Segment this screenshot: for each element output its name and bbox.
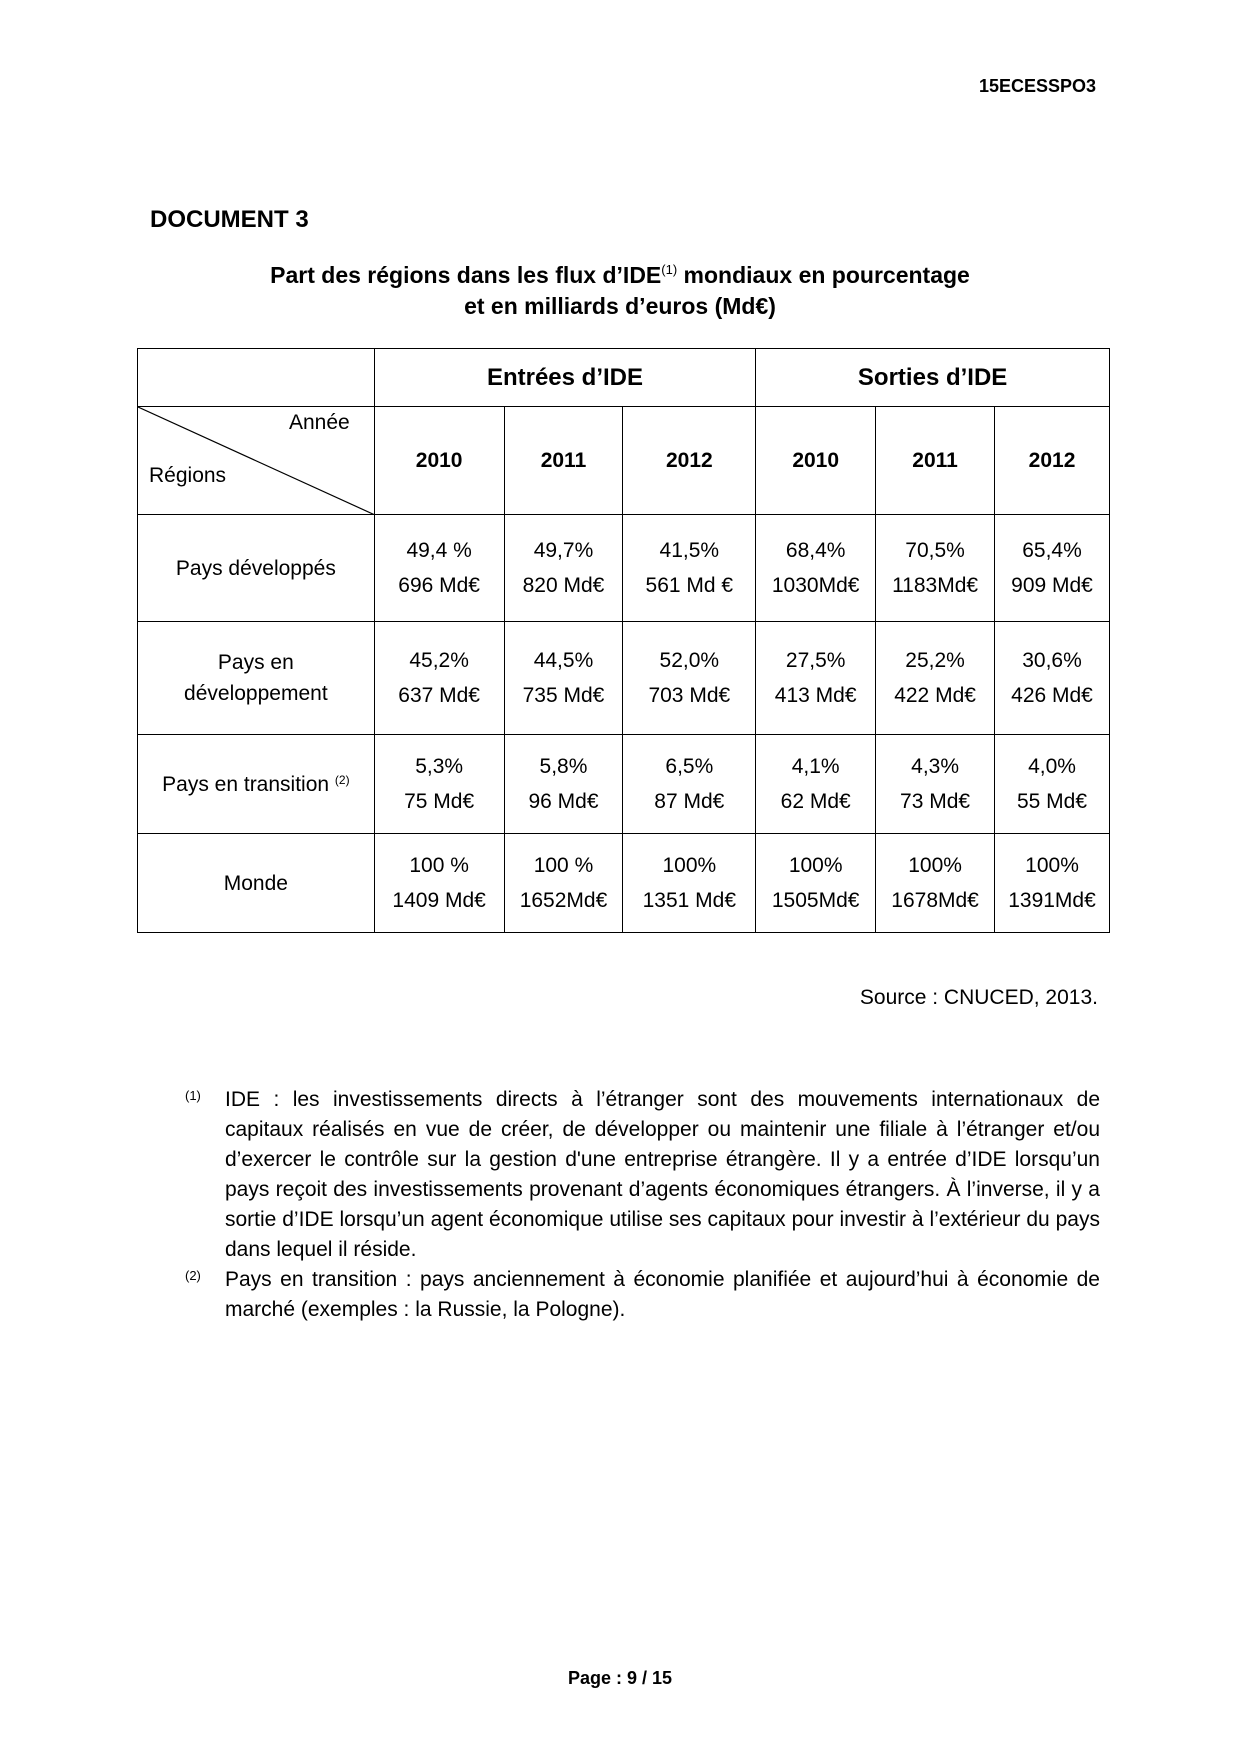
- data-cell: [623, 735, 756, 834]
- percent-value: 100%: [788, 854, 843, 877]
- percent-value: 49,7%: [533, 539, 594, 562]
- amount-value: 1391Md€: [1008, 889, 1096, 912]
- data-cell: [623, 622, 756, 735]
- data-cell: [504, 515, 623, 622]
- footnote-2: [185, 1265, 1100, 1325]
- footnotes: [185, 1085, 1100, 1325]
- table-year-header-row: [138, 407, 1110, 515]
- percent-value: 41,5%: [659, 539, 720, 562]
- percent-value: 100%: [1025, 854, 1079, 877]
- percent-value: 44,5%: [533, 649, 594, 672]
- group-header-sorties: Sorties d’IDE: [756, 349, 1110, 407]
- data-cell: [756, 622, 876, 735]
- footnote-mark: (1): [185, 1088, 201, 1103]
- title-line-1-start: Part des régions dans les flux d’IDE: [270, 262, 662, 288]
- data-cell: [995, 622, 1110, 735]
- region-cell: [138, 834, 375, 933]
- amount-value: 703 Md€: [648, 684, 731, 707]
- amount-value: 1678Md€: [891, 889, 979, 912]
- data-cell: [876, 834, 995, 933]
- percent-value: 4,0%: [1028, 755, 1076, 778]
- ide-table: [137, 348, 1110, 933]
- percent-value: 65,4%: [1022, 539, 1082, 562]
- year-header-cell: 2012: [995, 407, 1110, 515]
- percent-value: 100%: [908, 854, 962, 877]
- table-row: [138, 515, 1110, 622]
- table-title: [0, 260, 1240, 322]
- corner-label-annee: Année: [289, 411, 350, 434]
- percent-value: 100 %: [533, 854, 594, 877]
- data-cell: [756, 515, 876, 622]
- percent-value: 4,3%: [911, 755, 960, 778]
- data-cell: [756, 735, 876, 834]
- data-cell: [995, 834, 1110, 933]
- amount-value: 1652Md€: [519, 889, 608, 912]
- percent-value: 5,3%: [415, 755, 464, 778]
- data-cell: [504, 735, 623, 834]
- percent-value: 70,5%: [905, 539, 965, 562]
- year-header-cell: 2010: [756, 407, 876, 515]
- table-row: [138, 834, 1110, 933]
- percent-value: 6,5%: [665, 755, 714, 778]
- region-name: Pays en développement: [184, 651, 328, 705]
- table-group-header-row: [138, 349, 1110, 407]
- data-cell: [876, 515, 995, 622]
- amount-value: 696 Md€: [398, 574, 480, 597]
- amount-value: 561 Md €: [645, 574, 734, 597]
- percent-value: 52,0%: [659, 649, 720, 672]
- amount-value: 55 Md€: [1016, 790, 1088, 813]
- region-name: Pays en transition: [162, 772, 335, 796]
- table-row: [138, 622, 1110, 735]
- year-header-cell: 2012: [623, 407, 756, 515]
- amount-value: 735 Md€: [522, 684, 605, 707]
- percent-value: 68,4%: [785, 539, 846, 562]
- data-cell: [504, 622, 623, 735]
- data-cell: [374, 834, 504, 933]
- page-number: Page : 9 / 15: [567, 1668, 673, 1688]
- region-cell: [138, 735, 375, 834]
- percent-value: 100 %: [409, 854, 469, 877]
- region-footnote-ref: (2): [334, 772, 350, 787]
- data-cell: [623, 515, 756, 622]
- amount-value: 87 Md€: [654, 790, 725, 813]
- document-label: DOCUMENT 3: [150, 206, 309, 233]
- group-header-entrees: Entrées d’IDE: [374, 349, 755, 407]
- footnote-mark: (2): [185, 1268, 201, 1283]
- data-cell: [374, 735, 504, 834]
- percent-value: 49,4 %: [406, 539, 472, 562]
- data-cell: [995, 515, 1110, 622]
- amount-value: 62 Md€: [780, 790, 851, 813]
- data-cell: [374, 515, 504, 622]
- year-header-cell: 2011: [876, 407, 995, 515]
- year-header-cell: 2011: [504, 407, 623, 515]
- amount-value: 1505Md€: [771, 889, 860, 912]
- data-cell: [374, 622, 504, 735]
- year-header-cell: 2010: [374, 407, 504, 515]
- title-line-1-end: mondiaux en pourcentage: [677, 262, 970, 288]
- document-code: 15ECESSPO3: [978, 76, 1096, 96]
- data-cell: [623, 834, 756, 933]
- amount-value: 909 Md€: [1011, 574, 1093, 597]
- empty-header-cell: [138, 349, 375, 407]
- amount-value: 1183Md€: [892, 574, 979, 597]
- percent-value: 5,8%: [539, 755, 588, 778]
- footnote-text: Pays en transition : pays anciennement à économie planifiée et aujourd’hui à économie de marché (exemples : la Russie, la Pologne).: [225, 1268, 1100, 1321]
- data-cell: [876, 735, 995, 834]
- data-cell: [995, 735, 1110, 834]
- percent-value: 100%: [662, 854, 717, 877]
- percent-value: 4,1%: [791, 755, 840, 778]
- percent-value: 45,2%: [409, 649, 469, 672]
- footnote-text: IDE : les investissements directs à l’étranger sont des mouvements internationaux de capitaux réalisés en vue de créer, de développer ou maintenir une filiale à l’étranger et/ou d’exercer le contrôle sur la gestion d'une entreprise étrangère. Il y a entrée d’IDE lorsqu’un pays reçoit des investissements provenant d’agents économiques étrangers. À l’inverse, il y a sortie d’IDE lorsqu’un agent économique utilise ses capitaux pour investir à l’extérieur du pays dans lequel il réside.: [225, 1088, 1100, 1261]
- amount-value: 96 Md€: [528, 790, 599, 813]
- corner-header-cell: [138, 407, 375, 515]
- source-citation: Source : CNUCED, 2013.: [859, 986, 1098, 1009]
- data-cell: [504, 834, 623, 933]
- amount-value: 73 Md€: [900, 790, 971, 813]
- data-cell: [876, 622, 995, 735]
- amount-value: 426 Md€: [1011, 684, 1093, 707]
- table-row: [138, 735, 1110, 834]
- amount-value: 1351 Md€: [642, 889, 737, 912]
- title-footnote-ref: (1): [661, 262, 678, 277]
- amount-value: 413 Md€: [774, 684, 857, 707]
- region-cell: [138, 622, 375, 735]
- amount-value: 422 Md€: [894, 684, 976, 707]
- data-cell: [756, 834, 876, 933]
- percent-value: 30,6%: [1022, 649, 1082, 672]
- amount-value: 75 Md€: [404, 790, 475, 813]
- amount-value: 1030Md€: [771, 574, 860, 597]
- amount-value: 1409 Md€: [392, 889, 486, 912]
- title-line-2: et en milliards d’euros (Md€): [464, 293, 776, 319]
- percent-value: 27,5%: [785, 649, 846, 672]
- percent-value: 25,2%: [905, 649, 965, 672]
- title-line-1: [0, 260, 1240, 291]
- corner-label-regions: Régions: [149, 464, 227, 487]
- region-name: Monde: [223, 871, 288, 895]
- amount-value: 820 Md€: [522, 574, 605, 597]
- region-name: Pays développés: [175, 556, 336, 580]
- footnote-1: [185, 1085, 1100, 1265]
- amount-value: 637 Md€: [398, 684, 480, 707]
- region-cell: [138, 515, 375, 622]
